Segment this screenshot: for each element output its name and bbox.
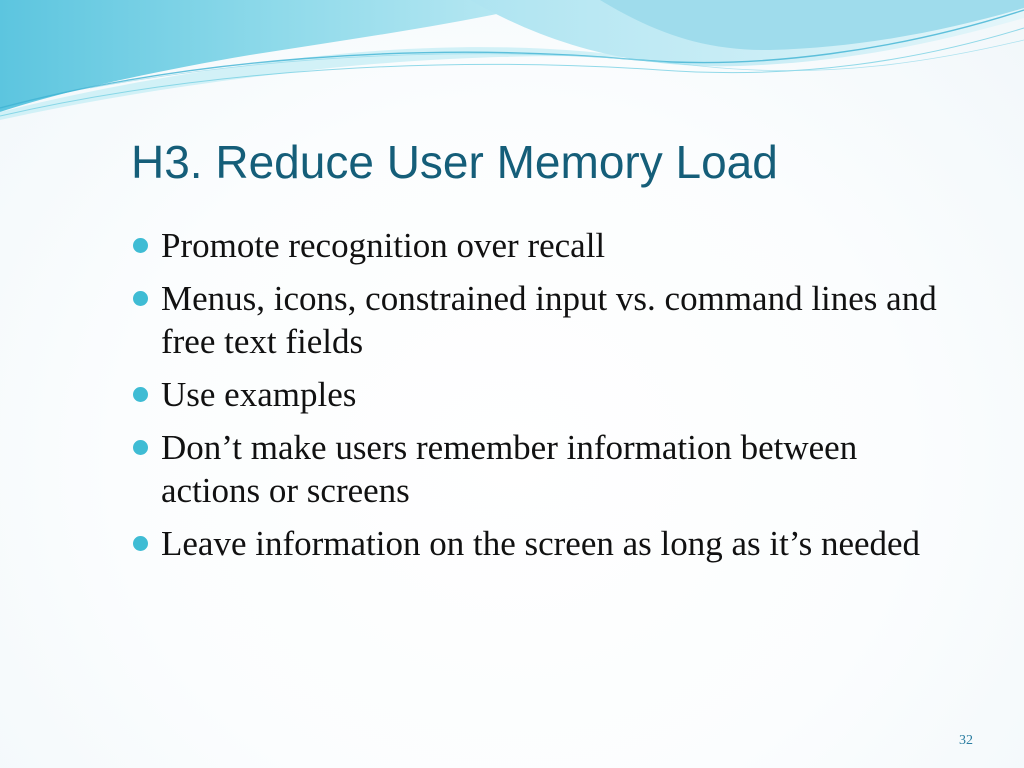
bullet-dot-icon bbox=[133, 291, 148, 306]
bullet-text: Leave information on the screen as long as it’s needed bbox=[161, 524, 921, 563]
list-item bbox=[132, 277, 962, 363]
header-wave-decoration bbox=[0, 0, 1024, 130]
bullet-text: Use examples bbox=[161, 375, 357, 414]
bullet-dot-icon bbox=[133, 387, 148, 402]
bullet-dot-icon bbox=[133, 238, 148, 253]
bullet-dot-icon bbox=[133, 440, 148, 455]
bullet-list bbox=[132, 224, 962, 575]
list-item bbox=[132, 224, 962, 267]
list-item bbox=[132, 426, 962, 512]
slide-title: H3. Reduce User Memory Load bbox=[131, 136, 778, 188]
bullet-dot-icon bbox=[133, 536, 148, 551]
list-item bbox=[132, 373, 962, 416]
bullet-text: Menus, icons, constrained input vs. command lines and free text fields bbox=[161, 279, 937, 361]
bullet-text: Don’t make users remember information between actions or screens bbox=[161, 428, 858, 510]
bullet-text: Promote recognition over recall bbox=[161, 226, 606, 265]
slide-number: 32 bbox=[959, 733, 973, 748]
list-item bbox=[132, 522, 962, 565]
